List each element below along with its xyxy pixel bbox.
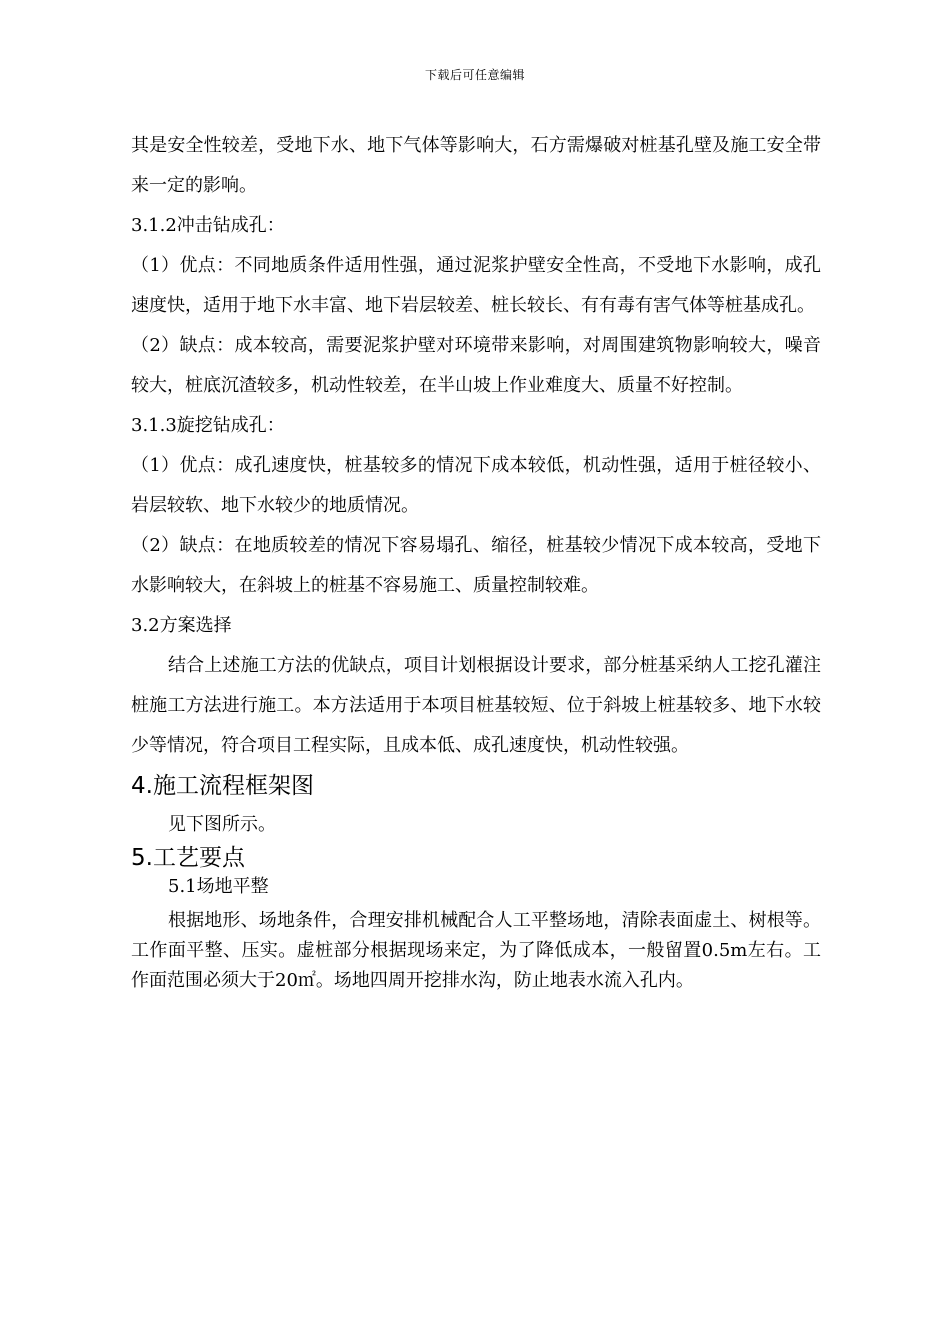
section-3-1-2-heading: 3.1.2冲击钻成孔：	[131, 215, 285, 236]
section-5-1-text: 根据地形、场地条件，合理安排机械配合人工平整场地，清除表面虚土、树根等。工作面平整、压实。虚桩部分根据现场来定，为了降低成本，一般留置0.5m左右。工作面范围必须大于20㎡。场地四周开挖排水沟，防止地表水流入孔内。	[131, 910, 821, 991]
section-3-1-2-disadvantages: （2）缺点：成本较高，需要泥浆护壁对环境带来影响，对周围建筑物影响较大，噪音较大，桩底沉渣较多，机动性较差，在半山坡上作业难度大、质量不好控制。	[131, 335, 821, 396]
section-4-text: 见下图所示。	[168, 814, 276, 835]
section-3-1-3-advantages: （1）优点：成孔速度快，桩基较多的情况下成本较低，机动性强，适用于桩径较小、岩层较软、地下水较少的地质情况。	[131, 455, 821, 516]
section-3-2-text: 结合上述施工方法的优缺点，项目计划根据设计要求，部分桩基采纳人工挖孔灌注桩施工方法进行施工。本方法适用于本项目桩基较短、位于斜坡上桩基较多、地下水较少等情况，符合项目工程实际，且成本低、成孔速度快，机动性较强。	[131, 655, 821, 756]
section-4-heading: 4.施工流程框架图	[131, 773, 314, 799]
section-5-1-heading: 5.1场地平整	[168, 876, 269, 897]
section-3-1-3-heading: 3.1.3旋挖钻成孔：	[131, 415, 285, 436]
document-body	[131, 126, 821, 996]
section-3-2-heading: 3.2方案选择	[131, 615, 232, 636]
section-3-1-2-advantages: （1）优点：不同地质条件适用性强，通过泥浆护壁安全性高，不受地下水影响，成孔速度快，适用于地下水丰富、地下岩层较差、桩长较长、有有毒有害气体等桩基成孔。	[131, 255, 821, 316]
section-5-heading: 5.工艺要点	[131, 845, 245, 871]
page-header: 下载后可任意编辑	[424, 68, 525, 82]
paragraph-intro: 其是安全性较差，受地下水、地下气体等影响大，石方需爆破对桩基孔壁及施工安全带来一定的影响。	[131, 135, 821, 196]
section-3-1-3-disadvantages: （2）缺点：在地质较差的情况下容易塌孔、缩径，桩基较少情况下成本较高，受地下水影响较大，在斜坡上的桩基不容易施工、质量控制较难。	[131, 535, 821, 596]
